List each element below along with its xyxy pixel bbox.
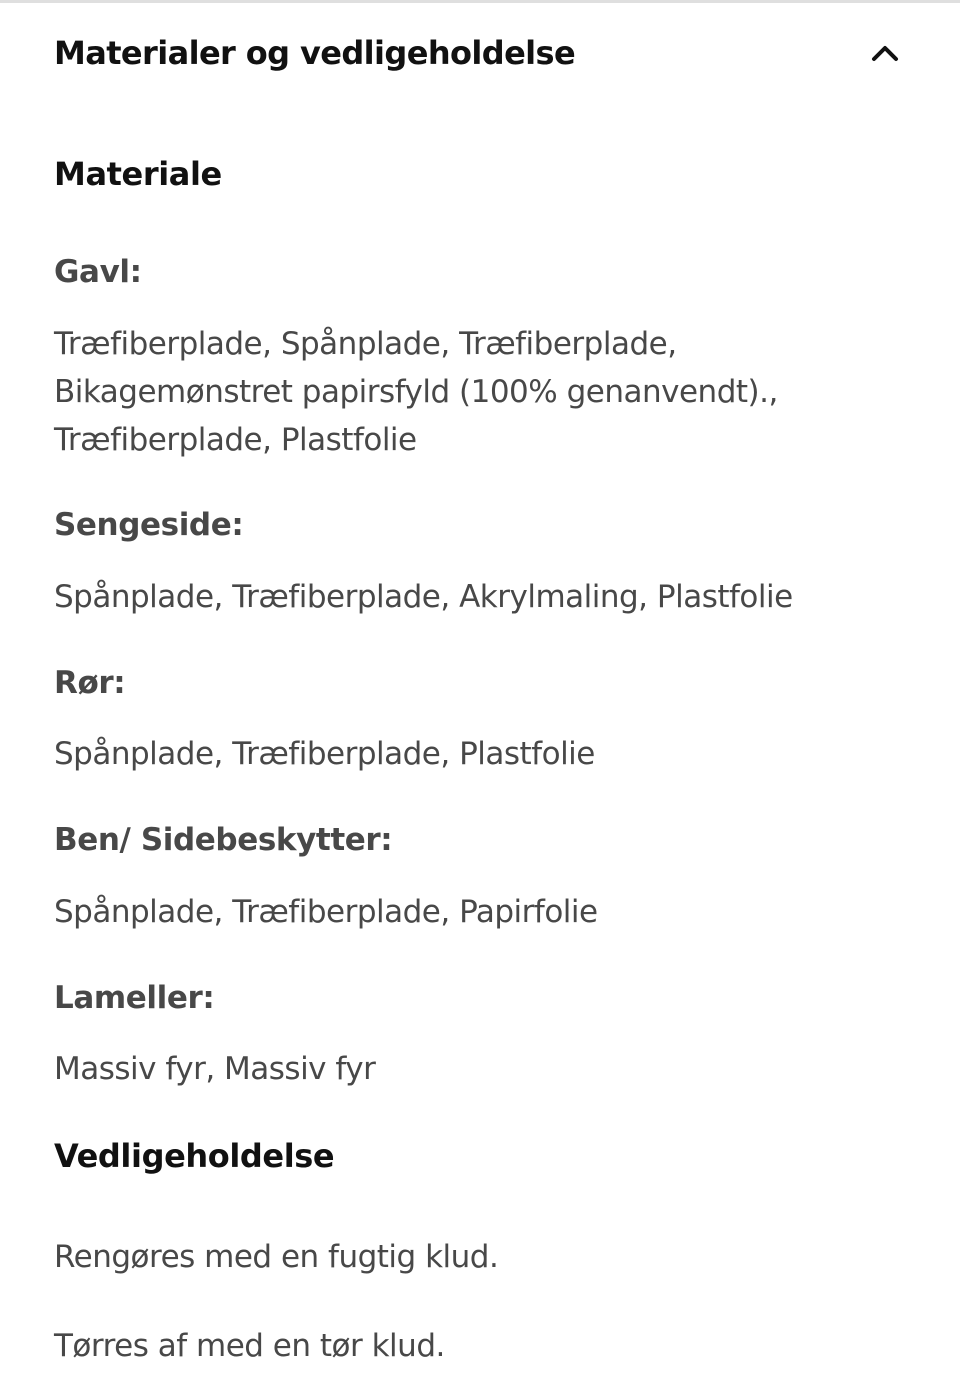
- material-value-lameller: Massiv fyr, Massiv fyr: [54, 1051, 376, 1087]
- material-label-sengeside: Sengeside:: [54, 507, 244, 543]
- material-label-gavl: Gavl:: [54, 254, 142, 290]
- material-value-sengeside: Spånplade, Træfiberplade, Akrylmaling, Plastfolie: [54, 579, 793, 615]
- care-instruction-1: Rengøres med en fugtig klud.: [54, 1239, 499, 1275]
- care-heading: Vedligeholdelse: [54, 1137, 335, 1175]
- material-value-ror: Spånplade, Træfiberplade, Plastfolie: [54, 736, 595, 772]
- top-divider: [0, 0, 960, 3]
- accordion-header-materials-care[interactable]: [54, 28, 906, 78]
- material-line: Træfiberplade, Spånplade, Træfiberplade,: [54, 326, 677, 362]
- care-instruction-2: Tørres af med en tør klud.: [54, 1328, 445, 1364]
- material-line: Bikagemønstret papirsfyld (100% genanvendt).,: [54, 374, 778, 410]
- material-label-lameller: Lameller:: [54, 980, 215, 1016]
- materials-heading: Materiale: [54, 155, 222, 193]
- material-value-ben-sidebeskytter: Spånplade, Træfiberplade, Papirfolie: [54, 894, 598, 930]
- material-label-ben-sidebeskytter: Ben/ Sidebeskytter:: [54, 822, 393, 858]
- material-label-ror: Rør:: [54, 665, 126, 701]
- material-value-gavl: [54, 320, 914, 464]
- accordion-title: Materialer og vedligeholdelse: [54, 34, 576, 72]
- chevron-up-icon[interactable]: [868, 36, 902, 70]
- material-line: Træfiberplade, Plastfolie: [54, 422, 417, 458]
